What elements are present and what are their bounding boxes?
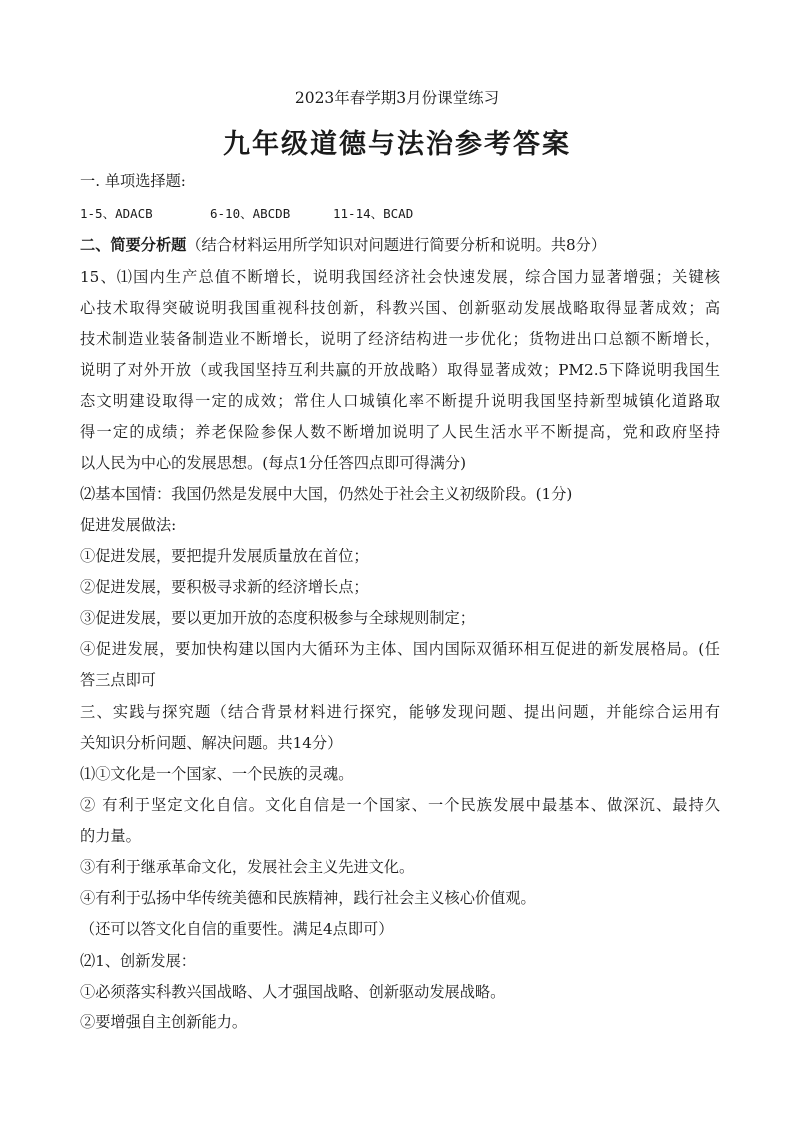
q15-line-7: 以人民为中心的发展思想。(每点1分任答四点即可得满分) xyxy=(80,454,467,472)
practice-item-2: ②促进发展，要积极寻求新的经济增长点； xyxy=(80,578,369,596)
section3-item-1: ⑴①文化是一个国家、一个民族的灵魂。 xyxy=(80,765,354,783)
section3-note: （还可以答文化自信的重要性。满足4点即可） xyxy=(80,920,394,938)
section3-item-2-cont: 的力量。 xyxy=(80,827,141,845)
page-title: 九年级道德与法治参考答案 xyxy=(223,129,571,160)
section3-part2-item-1: ①必须落实科教兴国战略、人才强国战略、创新驱动发展战略。 xyxy=(80,983,506,1001)
q15-line-3: 技术制造业装备制造业不断增长，说明了经济结构进一步优化；货物进出口总额不断增长， xyxy=(80,330,720,348)
section2-heading-line xyxy=(80,235,720,255)
section3-item-3: ③有利于继承革命文化，发展社会主义先进文化。 xyxy=(80,858,415,876)
section3-part2-heading: ⑵1、创新发展： xyxy=(80,952,196,970)
mcq-answers-row xyxy=(80,204,720,224)
q15-line-5: 态文明建设取得一定的成效；常住人口城镇化率不断提升说明我国坚持新型城镇化道路取 xyxy=(80,392,720,410)
section3-heading-line-2: 关知识分析问题、解决问题。共14分） xyxy=(80,734,343,752)
section1-heading: 一. 单项选择题: xyxy=(80,172,186,190)
q15-line-4: 说明了对外开放（或我国坚持互利共赢的开放战略）取得显著成效；PM2.5下降说明我国生 xyxy=(80,361,720,379)
practice-item-3: ③促进发展，要以更加开放的态度积极参与全球规则制定； xyxy=(80,609,475,627)
page-subtitle: 2023年春学期3月份课堂练习 xyxy=(294,89,500,107)
section3-part2-item-2: ②要增强自主创新能力。 xyxy=(80,1013,248,1031)
q15-line-6: 得一定的成绩；养老保险参保人数不断增加说明了人民生活水平不断提高，党和政府坚持 xyxy=(80,423,720,441)
mcq-answer-group-1: 1-5、ADACB xyxy=(80,206,153,221)
section3-heading-line-1: 三、实践与探究题（结合背景材料进行探究，能够发现问题、提出问题，并能综合运用有 xyxy=(80,703,720,721)
section3-item-4: ④有利于弘扬中华传统美德和民族精神，践行社会主义核心价值观。 xyxy=(80,889,536,907)
q15-line-1: 15、⑴国内生产总值不断增长，说明我国经济社会快速发展，综合国力显著增强；关键核 xyxy=(80,268,720,286)
section2-heading: 二、简要分析题 xyxy=(80,236,187,254)
q15-line-2: 心技术取得突破说明我国重视科技创新，科教兴国、创新驱动发展战略取得显著成效；高 xyxy=(80,299,720,317)
practice-item-1: ①促进发展，要把提升发展质量放在首位； xyxy=(80,547,369,565)
practice-item-4-cont: 答三点即可 xyxy=(80,671,156,689)
section2-note: （结合材料运用所学知识对问题进行简要分析和说明。共8分） xyxy=(186,236,607,254)
q15-part2: ⑵基本国情：我国仍然是发展中大国，仍然处于社会主义初级阶段。(1分) xyxy=(80,485,573,503)
mcq-answer-group-3: 11-14、BCAD xyxy=(333,206,414,221)
practice-item-4: ④促进发展，要加快构建以国内大循环为主体、国内国际双循环相互促进的新发展格局。(任 xyxy=(80,640,720,658)
mcq-answer-group-2: 6-10、ABCDB xyxy=(210,206,291,221)
practice-heading: 促进发展做法: xyxy=(80,516,177,534)
section3-item-2: ② 有利于坚定文化自信。文化自信是一个国家、一个民族发展中最基本、做深沉、最持久 xyxy=(80,796,720,814)
